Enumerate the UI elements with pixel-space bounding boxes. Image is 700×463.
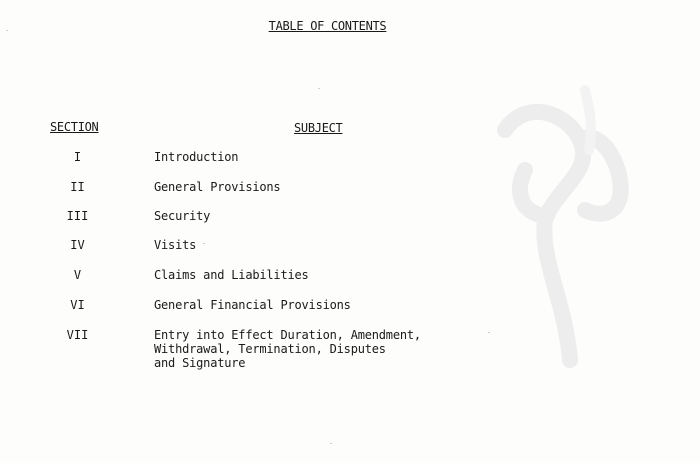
scan-speck bbox=[488, 332, 490, 333]
section-number: IV bbox=[70, 238, 85, 252]
section-subject: Visits bbox=[154, 238, 197, 252]
section-subject: Introduction bbox=[154, 150, 239, 164]
section-number: VI bbox=[70, 298, 85, 312]
section-number: VII bbox=[66, 328, 89, 342]
section-subject: Entry into Effect Duration, Amendment, Withdrawal, Termination, Disputes and Signature bbox=[154, 328, 421, 370]
section-number: I bbox=[73, 150, 82, 164]
faded-watermark bbox=[485, 70, 645, 380]
section-column-header: SECTION bbox=[50, 120, 99, 134]
scan-speck bbox=[330, 443, 332, 444]
scan-speck bbox=[318, 88, 320, 89]
section-subject: Security bbox=[154, 209, 211, 223]
page-title: TABLE OF CONTENTS bbox=[268, 19, 387, 33]
scan-speck bbox=[203, 243, 205, 244]
section-number: V bbox=[73, 268, 82, 282]
section-subject: General Provisions bbox=[154, 180, 281, 194]
subject-column-header: SUBJECT bbox=[294, 121, 343, 135]
scan-speck bbox=[6, 30, 8, 31]
section-number: III bbox=[66, 209, 89, 223]
section-number: II bbox=[70, 180, 85, 194]
section-subject: Claims and Liabilities bbox=[154, 268, 309, 282]
section-subject: General Financial Provisions bbox=[154, 298, 351, 312]
